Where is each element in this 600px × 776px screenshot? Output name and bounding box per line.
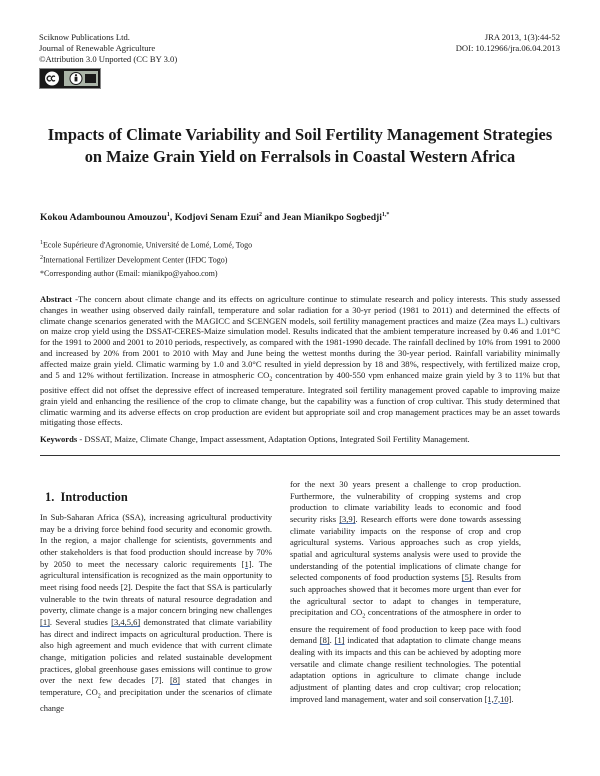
intro-left-column	[40, 512, 272, 715]
reference-link[interactable]: [8]	[319, 635, 330, 646]
affiliations	[40, 237, 252, 266]
author-affil-mark: 1,*	[381, 212, 390, 218]
abstract-text: -The concern about climate change and its effects on agriculture continue to stimulate research and policy interests. This study assessed changes in weather using observed daily rainfall, temperature and solar radiation for a 30-yr period (1981 to 2011) and determined the effects of climate change scenarios generated with the MAGICC and SCENGEN models, soil fertility management practices and maize (Zea mays L.) cultivars on maize crop yield using the DSSAT-CERES-Maize simulation model. Results indicated that the ambient temperature increased by 0.46 and 1.01°C for the 1991 to 2000 and 2001 to 2010 periods, respectively, as compared with the 1981-1990 decade. The rainfall declined by 10% from 1991 to 2000 and increased by 20% from 2001 to 2010 with May and June being the wettest months during the 30-year period. Rainfall variability minimally affected maize grain yield. Climatic warming by 1.0 and 3.0°C resulted in yield depression by 18 and 38%, respectively, with fertilized maize crop, and 5 and 12% without fertilization. Increase in atmospheric CO	[40, 294, 560, 380]
paper-title: Impacts of Climate Variability and Soil Fertility Management Strategies on Maize Grain Yield on Ferralsols in Coastal Western Africa	[47, 125, 553, 166]
intro-paragraph: In Sub-Saharan Africa (SSA), increasing agricultural productivity may be a driving force behind food security and economic growth. In the region, a major challenge for scientists, governments and other stakeholders is that food production should increase by 70% by 2050 to meet the necessary caloric requirements [1]. The agricultural intensification is recognized as the main opportunity to meet rising food needs [2]. Despite the fact that SSA is particularly vulnerable to the twin threats of natural resource degradation and poverty, climate change is a major concern bringing new challenges [1]. Several studies [3,4,5,6] demonstrated that climate variability has direct and indirect impacts on agricultural production. There is also high agreement and much evidence that with current climate change, mitigation policies and related sustainable development practices, global greenhouse gases emissions will continue to grow over the next few decades [7]. [8] stated that changes in temperature, $CO_2$ and precipitation under the scenarios of climate change	[40, 512, 273, 714]
publisher-name: Sciknow Publications Ltd.	[39, 32, 130, 42]
keywords-label: Keywords	[40, 434, 78, 444]
abstract-text: concentration by 400-550 vpm enhanced maize grain yield by 3 to 11% but that positive effect did not offset the depressive effect of increased temperature. Integrated soil fertility management proved capable to improving maize grain yield and enhancing the resilience of the crop to climate change, but the capability was a function of crop cultivar. This study determined that climatic warming and its adverse effects on crop production are evident but appropriate soil and crop management practices may be an asset towards mitigating those effects.	[40, 369, 560, 428]
reference-link[interactable]: [8]	[170, 675, 180, 686]
journal-name: Journal of Renewable Agriculture	[39, 43, 156, 53]
reference-link[interactable]: [5]	[461, 572, 472, 583]
creative-commons-icon	[40, 69, 100, 88]
reference-link[interactable]: [3,4,5,6]	[111, 616, 141, 627]
author-affil-mark: 1	[166, 212, 170, 218]
author-name: Kokou Adambounou Amouzou	[40, 212, 167, 224]
keywords-text: - DSSAT, Maize, Climate Change, Impact assessment, Adaptation Options, Integrated Soil Fertility Management.	[77, 434, 470, 444]
reference-link[interactable]: [1]	[334, 635, 345, 646]
header-right	[456, 32, 560, 54]
doi-text: DOI: 10.12966/jra.06.04.2013	[455, 43, 560, 53]
keywords	[40, 434, 560, 444]
intro-paragraph: for the next 30 years present a challenge to crop production. Furthermore, the vulnerability of cropping systems and crop production to climate variability leads to economic and food security risks [3,9]. Research efforts were done towards assessing climate variability impacts on the response of crop and crop agricultural systems. Various approaches such as crop yields, spatial and agricultural systems analysis were used to provide the understanding of the potential implications of climate change for selected components of food production systems [5]. Results from such approaches showed that it becomes more urgent than ever for the agricultural sector to adapt to changes in temperature, precipitation and $CO_2$ concentrations of the atmosphere in order to ensure the requirement of food production to keep pace with food demand [8]. [1] indicated that adaptation to climate change means dealing with its impacts and this can be achieved by adopting more versatile and climate change resilient technologies. The potential adaptation options in agriculture to climate change include adjustment of planting dates and crop cultivar; crop relocation; improved land management, water and soil conservation [1,7,10].	[290, 479, 522, 704]
reference-link[interactable]: [1]	[241, 558, 252, 569]
reference-link[interactable]: [1,7,10]	[484, 693, 512, 704]
abstract-label: Abstract	[40, 294, 72, 304]
section-heading: 1. Introduction	[45, 490, 128, 504]
reference-link[interactable]: [3,9]	[339, 513, 356, 524]
affiliation-line: $^1$Ecole Supérieure d'Agronomie, Université de Lomé, Lomé, Togo	[40, 240, 253, 250]
header-left	[39, 32, 177, 65]
reference-link[interactable]: [1]	[40, 616, 50, 627]
author-separator: and	[261, 212, 283, 224]
author-affil-mark: 2	[258, 212, 262, 218]
citation-text: JRA 2013, 1(3):44-52	[484, 32, 560, 42]
author-separator: ,	[169, 212, 175, 224]
corresponding-author: *Corresponding author (Email: mianikpo@yahoo.com)	[40, 269, 218, 278]
intro-right-column	[290, 479, 521, 705]
abstract: Abstract -The concern about climate change and its effects on agriculture continue to stimulate research and policy interests. This study assessed changes in weather using observed daily rainfall, temperature and solar radiation for a 30-yr period (1981 to 2011) and determined the effects of climate change scenarios generated with the MAGICC and SCENGEN models, soil fertility management practices and maize (Zea mays L.) cultivars on maize crop yield using the DSSAT-CERES-Maize simulation model. Results indicated that the ambient temperature increased by 0.46 and 1.01°C for the 1991 to 2000 and 2001 to 2010 periods, respectively, as compared with the 1981-1990 decade. The rainfall declined by 10% from 1991 to 2000 and increased by 20% from 2001 to 2010 with May and June being the wettest months during the 30-year period. Rainfall variability minimally affected maize grain yield. Climatic warming by 1.0 and 3.0°C resulted in yield depression by 18 and 38%, respectively, with fertilized maize crop, and 5 and 12% without fertilization. Increase in atmospheric $CO_2$ concentration by 400-550 vpm enhanced maize grain yield by 3 to 11% but that positive effect did not offset the depressive effect of increased temperature. Integrated soil fertility management proved capable to improving maize grain yield and enhancing the resilience of the crop to climate change, but the capability was a function of crop cultivar. This study determined that climatic warming and its adverse effects on crop production are evident but appropriate soil and crop management practices may be an asset towards mitigating those effects.	[40, 294, 560, 428]
affiliation-line: $^2$International Fertilizer Development Center (IFDC Togo)	[40, 254, 228, 265]
author-name: Kodjovi Senam Ezui	[174, 212, 259, 224]
author-name: Jean Mianikpo Sogbedji	[282, 212, 382, 224]
author-list	[40, 212, 389, 223]
cc-by-badge[interactable]	[39, 68, 101, 89]
license-text: ©Attribution 3.0 Unported (CC BY 3.0)	[39, 54, 178, 64]
section-divider	[40, 455, 560, 456]
